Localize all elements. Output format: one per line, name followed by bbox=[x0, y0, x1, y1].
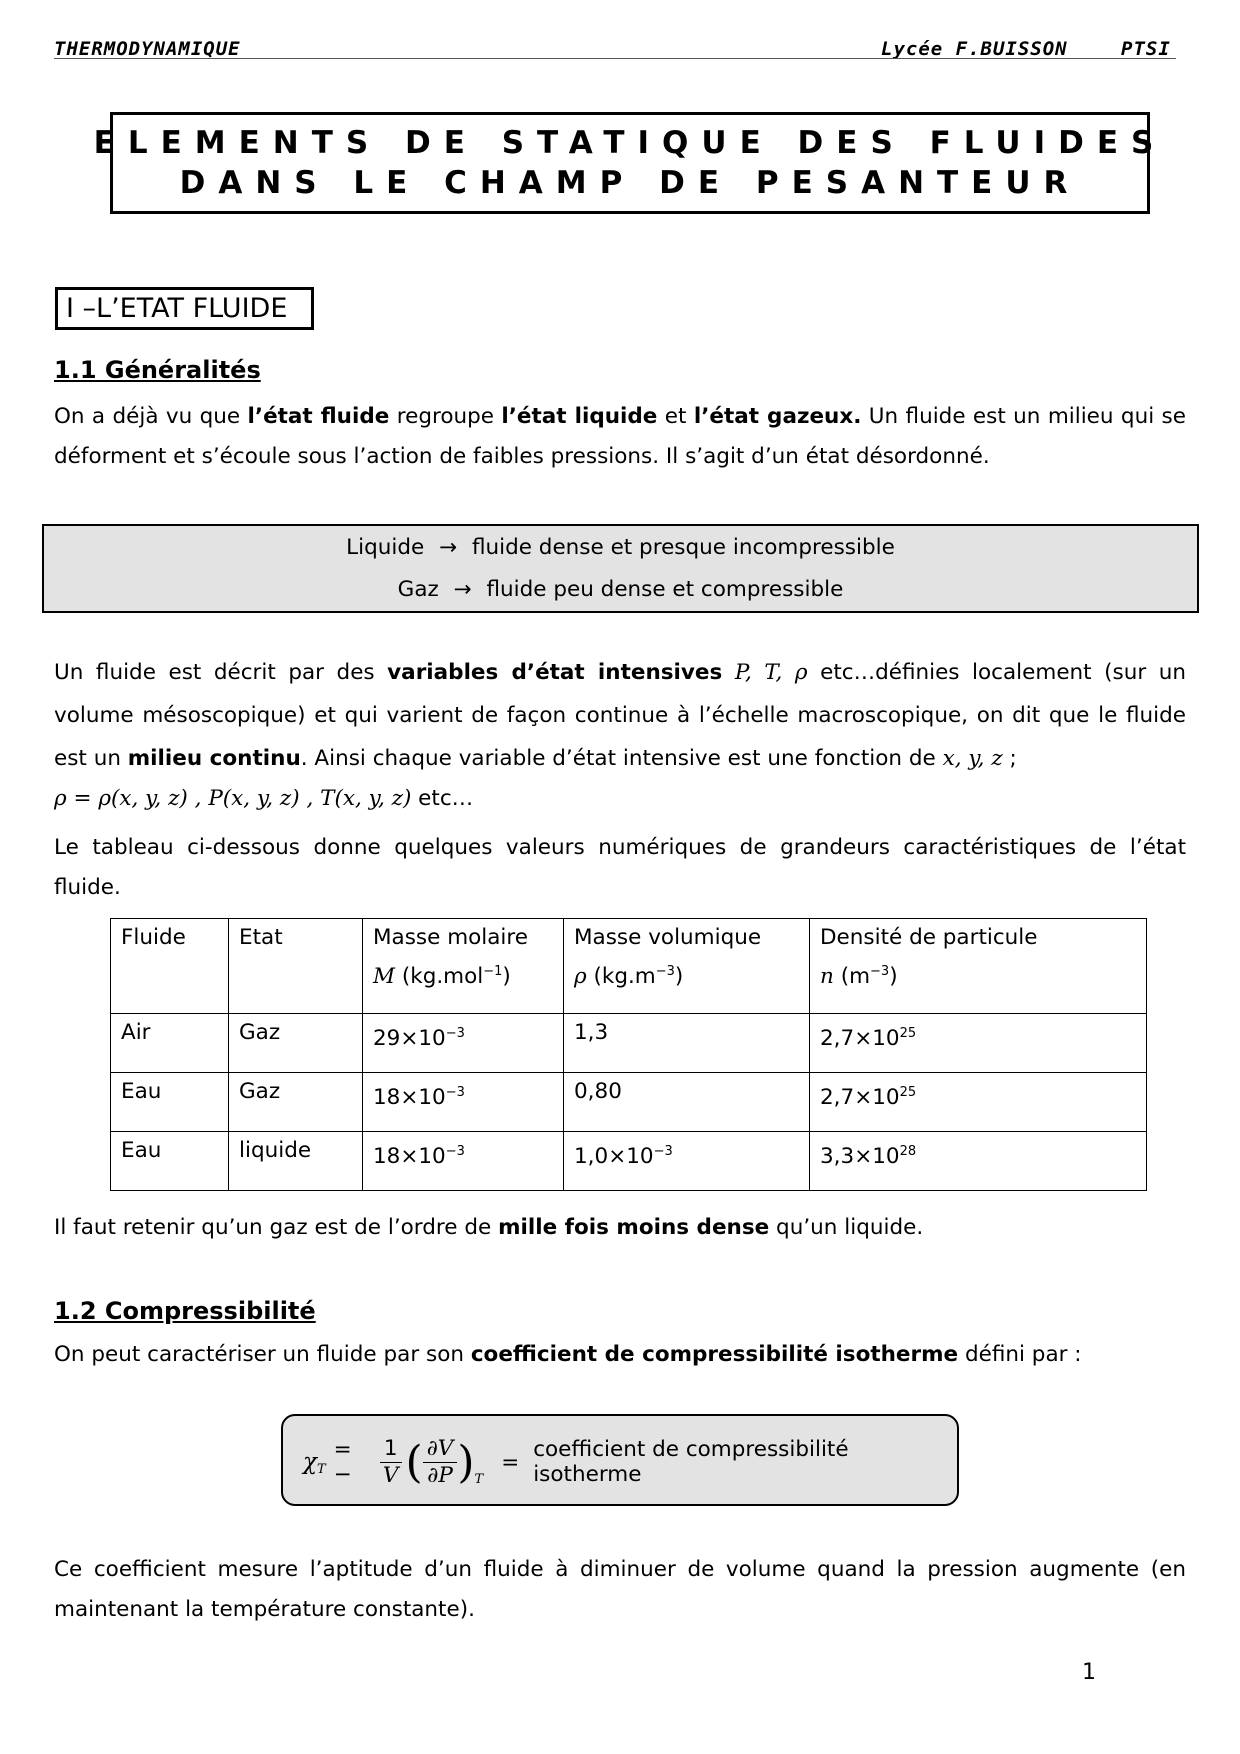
summary-line-gas: Gaz → fluide peu dense et compressible bbox=[397, 576, 844, 602]
liquid-gas-summary-box bbox=[42, 524, 1199, 613]
header-class: PTSI bbox=[1121, 38, 1171, 60]
state-functions-equation: ρ = ρ(x, y, z) , P(x, y, z) , T(x, y, z) etc… bbox=[54, 786, 474, 811]
paragraph-compressibility-intro: On peut caractériser un fluide par son coefficient de compressibilité isotherme défini par : bbox=[54, 1342, 1082, 1367]
table-header-cell: Fluide bbox=[111, 919, 229, 1014]
header-school: Lycée F.BUISSON bbox=[881, 38, 1068, 60]
table-header-cell: Etat bbox=[229, 919, 363, 1014]
compressibility-formula-box bbox=[281, 1414, 959, 1506]
summary-line-liquid: Liquide → fluide dense et presque incompressible bbox=[346, 534, 895, 560]
paragraph-variables: Un fluide est décrit par des variables d’état intensives P, T, ρ etc…définies localement (sur un volume mésoscopique) et qui varient de façon continue à l’échelle macroscopique, on dit que le fluide est un milieu continu. Ainsi chaque variable d’état intensive est une fonction de x, y, z ; bbox=[54, 660, 1186, 771]
table-header-cell: Masse volumique ρ $(kg.m^{-3})$ bbox=[564, 919, 810, 1014]
document-title-box bbox=[93, 112, 1167, 214]
paragraph-intro: On a déjà vu que l’état fluide regroupe l’état liquide et l’état gazeux. Un fluide est un milieu qui se déforment et s’écoule sous l’action de faibles pressions. Il s’agit d’un état désordonné. bbox=[54, 404, 1186, 469]
paragraph-table-intro: Le tableau ci-dessous donne quelques valeurs numériques de grandeurs caractéristiques de l’état fluide. bbox=[54, 835, 1186, 900]
title-line-2: DANS LE CHAMP DE PESANTEUR bbox=[179, 165, 1081, 201]
subsection-title-compressibilite: 1.2 Compressibilité bbox=[54, 1297, 316, 1325]
title-line-1: ELEMENTS DE STATIQUE DES FLUIDES bbox=[93, 125, 1167, 161]
paragraph-density-note: Il faut retenir qu’un gaz est de l’ordre de mille fois moins dense qu’un liquide. bbox=[54, 1215, 924, 1240]
subsection-title-generalites: 1.1 Généralités bbox=[54, 356, 261, 384]
header-subject: THERMODYNAMIQUE bbox=[54, 38, 241, 60]
table-header-cell: Masse molaire M (kg.mol$^{-1}$) bbox=[363, 919, 564, 1014]
paragraph-coefficient-meaning: Ce coefficient mesure l’aptitude d’un fluide à diminuer de volume quand la pression augmente (en maintenant la température constante). bbox=[54, 1557, 1186, 1622]
section-title: I –L’ETAT FLUIDE bbox=[66, 293, 288, 324]
table-row: Eau Gaz $18\times 10^{-3}$ 0,80 $2,7\times 10^{25}$ bbox=[111, 1073, 1147, 1132]
arrow-icon: → bbox=[439, 534, 458, 560]
table-header-row bbox=[111, 919, 1147, 1014]
header-rule bbox=[54, 58, 1176, 59]
table-header-cell: Densité de particule n $(m^{-3})$ bbox=[810, 919, 1147, 1014]
page-number: 1 bbox=[1082, 1660, 1096, 1685]
fluid-properties-table bbox=[110, 918, 1147, 1191]
table-row: Air Gaz $29\times 10^{-3}$ 1,3 $2,7\times 10^{25}$ bbox=[111, 1014, 1147, 1073]
table-row: Eau liquide $18\times 10^{-3}$ $1,0\times 10^{-3}$ $3,3\times 10^{28}$ bbox=[111, 1132, 1147, 1191]
compressibility-formula: χ $_T$ = − $\frac{1}{V}$ ( $\frac{\partial V}{\partial P}$ ) $_T$ = coefficient de compressibilité isotherme bbox=[303, 1435, 849, 1488]
arrow-icon: → bbox=[453, 576, 472, 602]
section-heading-box bbox=[55, 287, 314, 330]
